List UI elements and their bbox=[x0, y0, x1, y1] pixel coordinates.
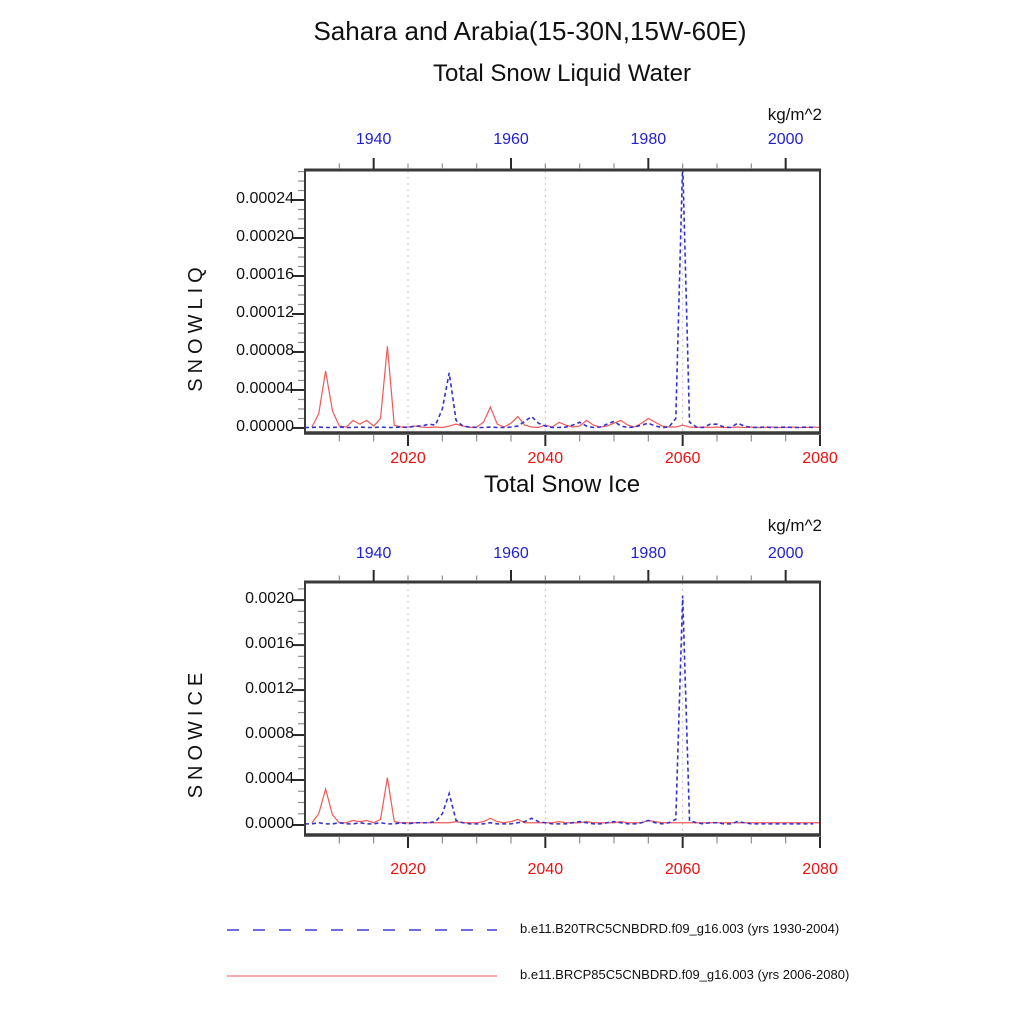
y-tick-label: 0.00024 bbox=[236, 190, 294, 207]
y-tick-label: 0.0020 bbox=[245, 590, 294, 608]
x-tick-label-bottom: 2040 bbox=[527, 450, 564, 467]
main-title: Sahara and Arabia(15-30N,15W-60E) bbox=[313, 16, 747, 46]
y-tick-label: 0.0008 bbox=[245, 725, 294, 743]
x-tick-label-top: 1960 bbox=[493, 131, 529, 148]
y-tick-label: 0.00004 bbox=[236, 379, 294, 397]
x-tick-label-top: 1940 bbox=[355, 545, 392, 562]
y-tick-label: 0.00008 bbox=[236, 341, 294, 359]
y-tick-label: 0.0004 bbox=[245, 770, 294, 787]
panel2-y-axis-title: SNOWICE bbox=[185, 667, 207, 799]
x-tick-label-bottom: 2040 bbox=[527, 861, 564, 878]
y-tick-label: 0.00020 bbox=[236, 228, 294, 245]
x-tick-label-bottom: 2020 bbox=[390, 861, 426, 878]
panel2-title: Total Snow Ice bbox=[483, 471, 641, 498]
y-tick-label: 0.0012 bbox=[245, 680, 294, 698]
x-tick-label-top: 1980 bbox=[630, 545, 667, 562]
legend-label-rcp: b.e11.BRCP85C5CNBDRD.f09_g16.003 (yrs 2006-2080) bbox=[520, 967, 850, 982]
panel1-units-label: kg/m^2 bbox=[767, 105, 822, 124]
x-tick-label-bottom: 2020 bbox=[390, 450, 426, 467]
y-tick-label: 0.00000 bbox=[236, 417, 294, 435]
x-tick-label-top: 2000 bbox=[767, 545, 804, 562]
x-tick-label-bottom: 2080 bbox=[802, 861, 838, 878]
x-tick-label-top: 1940 bbox=[355, 131, 392, 148]
panel1-y-axis-title: SNOWLIQ bbox=[185, 262, 207, 392]
y-tick-label: 0.00012 bbox=[236, 303, 294, 321]
panel2-units-label: kg/m^2 bbox=[767, 516, 822, 535]
x-tick-label-bottom: 2080 bbox=[802, 450, 838, 467]
x-tick-label-top: 2000 bbox=[767, 131, 804, 148]
x-tick-label-top: 1980 bbox=[630, 131, 667, 148]
legend-label-hist: b.e11.B20TRC5CNBDRD.f09_g16.003 (yrs 1930-2004) bbox=[520, 921, 840, 936]
x-tick-label-top: 1960 bbox=[493, 545, 529, 562]
x-tick-label-bottom: 2060 bbox=[664, 450, 701, 467]
x-tick-label-bottom: 2060 bbox=[664, 861, 701, 878]
panel1-title: Total Snow Liquid Water bbox=[433, 60, 691, 87]
y-tick-label: 0.0016 bbox=[245, 635, 294, 653]
y-tick-label: 0.0000 bbox=[245, 814, 294, 832]
y-tick-label: 0.00016 bbox=[236, 265, 294, 283]
